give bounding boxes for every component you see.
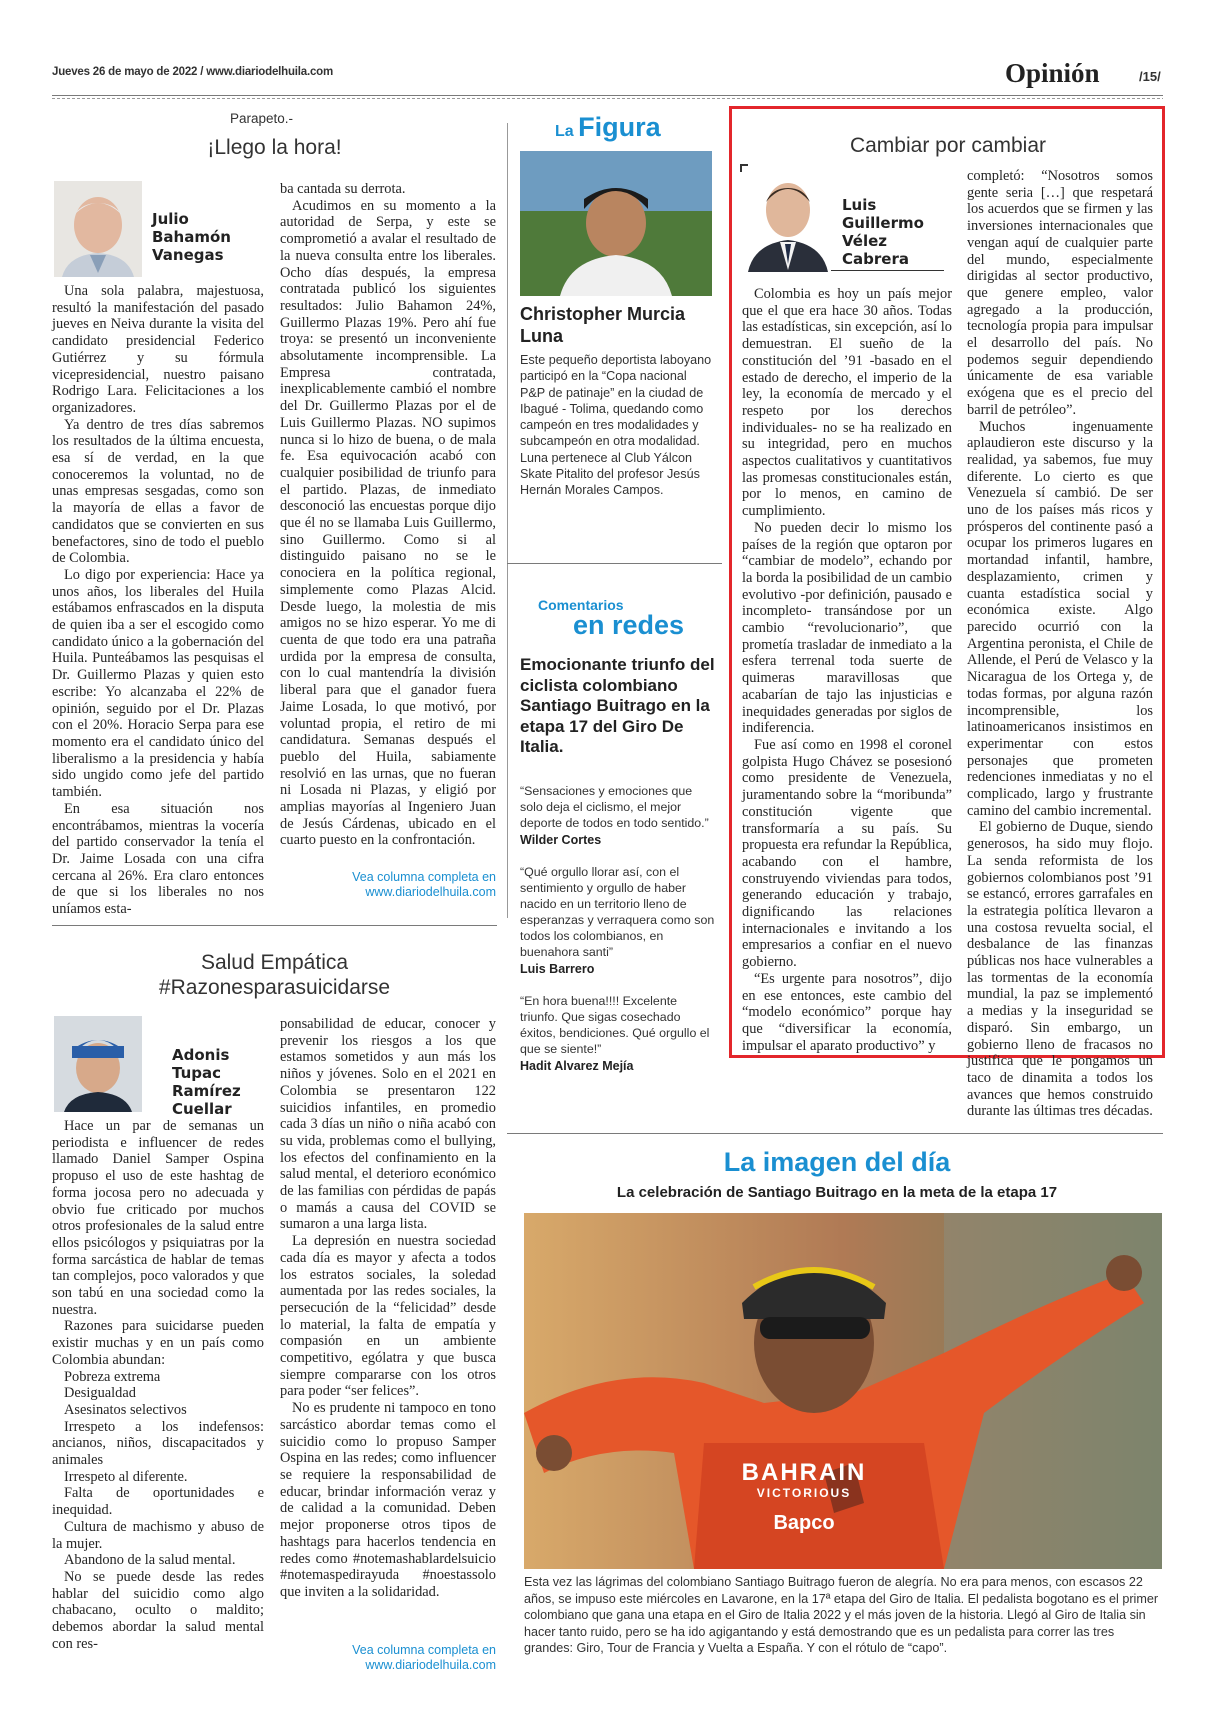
author-photo [54,181,142,277]
page-number: /15/ [1139,69,1161,84]
imagen-photo [524,1213,1162,1569]
author-name: Luis Guillermo Vélez Cabrera [842,196,924,268]
figura-label: La Figura [555,112,661,142]
author-underline [831,270,944,271]
figura-name: Christopher Murcia Luna [520,304,686,346]
column-text-left: Una sola palabra, majestuosa, resultó la manifestación del pasado jueves en Neiva durante la visita del candidato presidencial Federico Gutiérrez y su fórmula vicepresidencial, nuestro paisano Rodrigo Lara. Felicitaciones a los organizadores. Ya dentro de tres días sabremos los resultados de la última encuesta, esa sí de verdad, en la que conoceremos la voluntad, no de unas empresas sesgadas, como son la mayoría de ellas a favor de candidatos que se convierten en sus benefactores, sino de todo el pueblo de Colombia. Lo digo por experiencia: Hace ya unos años, los liberales del Huila estábamos enfrascados en la disputa de quien iba a ser el escogido como candidato único a la gobernación del Huila. Punteábamos las pesquisas el Dr. Guillermo Plazas y quien esto escribe: Yo alcanzaba el 22% de opinión, seguido por el Dr. Plazas con el 20%. Horacio Serpa para ese momento era el candidato único del liberalismo a la presidencia y había sido ungido como jefe del partido también. En esa situación nos encontrábamos, mientras la vocería del partido conservador la tenía el Dr. Jaime Losada con una cifra cercana al 26%. Era claro entonces de que si los liberales no nos uníamos esta- [52,283,264,918]
column-title: ¡Llego la hora! [207,136,342,159]
column-kicker: Parapeto.- [230,111,294,126]
column-title: Cambiar por cambiar [849,134,1047,157]
imagen-subtitle: La celebración de Santiago Buitrago en la meta de la etapa 17 [616,1184,1058,1201]
author-name: Julio Bahamón Vanegas [152,210,231,264]
divider [507,563,722,564]
header-rule-dash [52,98,1163,99]
imagen-caption: Esta vez las lágrimas del colombiano Santiago Buitrago fueron de alegría. No era para menos, con escasos 22 años, se impuso este miércoles en Lavarone, en la 17ª etapa del Giro de Italia. El pedalista bogotano es el primer colombiano que gana una etapa en el Giro de Italia 2022 y el más joven de la historia. Llegó al Giro de Italia sin hacer tanto ruido, pero se ha ido agigantando y está demostrando que es un pedalista para correr las tres grandes: Giro, Tour de Francia y Vuelta a España. Y con el rótulo de “capo”. [524,1575,1159,1655]
figura-text: Este pequeño deportista laboyano participó en la “Copa nacional P&P de patinaje” en la ciudad de Ibagué - Tolima, quedando como campeón en tres modalidades y subcampeón en otra modalidad. Luna pertenece al Club Yálcon Skate Pitalito del profesor Jesús Hernán Morales Campos. [520,353,712,498]
figura-photo [520,151,712,296]
imagen-title: La imagen del día [723,1147,951,1177]
header-date-site: Jueves 26 de mayo de 2022 / www.diariodelhuila.com [52,66,334,78]
jersey-text: BAHRAIN VICTORIOUS Bapco [741,1459,867,1534]
column-text-right: ponsabilidad de educar, conocer y prevenir los riesgos a los que estamos sometidos y aun más los niños y jóvenes. Solo en el 2021 en Colombia se presentaron 122 suicidios infantiles, en promedio cada 3 días un niño o niña acabó con su vida, problemas como el bullying, los efectos del confinamiento en la salud mental, el deterioro económico de las familias con pérdidas de papás o mamás a causa del COVID se sumaron a una larga lista. La depresión en nuestra sociedad cada día es mayor y afecta a todos los estratos sociales, la soledad aumentada por las redes sociales, la persecución de la “felicidad” desde lo material, la falta de empatía y compasión en un ambiente competitivo, ególatra y que busca siempre compararse con los otros para poder “ser felices”. No es prudente ni tampoco en tono sarcástico abordar temas como el suicidio como lo propuso Samper Ospina en las redes; como influencer se requiere la responsabilidad de educar, brindar información veraz y de calidad a la comunidad. Deben mejor proponerse otros tipos de hashtags para hacerlos tendencia en redes como #notemashablardelsuicio #notemaspedirayuda #noestassolo que inviten a la solidaridad. [280,1016,496,1600]
column-text-left: Colombia es hoy un país mejor que el que era hace 30 años. Todas las estadísticas, sin excepción, así lo demuestran. El sueño de la constitución del ’91 -basado en el estado de derecho, el imperio de la ley, la economía de mercado y el respeto por los derechos individuales- no se ha realizado en su integridad, pero en muchos aspectos cualitativos y cuantitativos las promesas constitucionales están, por lo menos, en camino de cumplimiento. No pueden decir lo mismo los países de la región que optaron por “cambiar de modelo”, echando por la borda la posibilidad de un cambio evolutivo -por definición, pausado e incompleto- transándose por un cambio “revolucionario”, que prometía trasladar de inmediato a la esfera terrenal toda suerte de quimeras maravillosas que acabarían de tajo las injusticias e inequidades generadas por siglos de indiferencia. Fue así como en 1998 el coronel golpista Hugo Chávez se posesionó como presidente de Venezuela, juramentando sobre la “moribunda” constitución vigente que transformaría a su país. Su propuesta era refundar la República, acabando con el hambre, construyendo viviendas para todos, generando educación y trabajo, dignificando las relaciones internacionales e invitando a los empresarios a confiar en el nuevo gobierno. “Es urgente para nosotros”, dijo en ese entonces, este cambio del “modelo económico” porque hay que “diversificar la economía, impulsar el aparato productivo” y [742,286,952,1054]
column-text-right: completó: “Nosotros somos gente seria […] que respetará los acuerdos que se firmen y las inversiones internacionales que vengan aquí de cualquier parte del mundo, especialmente dirigidas al sector productivo, que genere empleo, valor agregado a la producción, tecnología propia para impulsar el desarrollo del país. No podemos seguir dependiendo únicamente de esa variable exógena que es el precio del barril de petróleo”. Muchos ingenuamente aplaudieron este discurso y la realidad, ya sabemos, fue muy diferente. Lo cierto es que Venezuela sí cambió. De ser uno de los países más ricos y prósperos del continente pasó a ocupar los primeros lugares en mortandad infantil, hambre, desplazamiento, crimen y cuanta estadística social y económica existe. Algo parecido ocurrió con la Argentina peronista, el Chile de Allende, el Perú de Velasco y la Nicaragua de los Ortega y, de todas formas, por alguna razón incomprensible, los latinoamericanos insistimos en experimentar con estos personajes que prometen redenciones inmediatas y no el complicado, largo y frustrante camino del cambio incremental. El gobierno de Duque, siendo generosos, ha sido muy flojo. La senda reformista de los gobiernos colombianos post ’91 se estancó, errores garrafales en la estrategia política llevaron a una costosa revuelta social, el desbalance de las finanzas públicas nos hace vulnerables a las tormentas de la economía mundial, la paz se implementó a medias y la inseguridad se disparó. Sin embargo, un gobierno lleno de fracasos no justifica que le pongamos un taco de dinamita a todos los avances que hemos construido durante las últimas tres décadas. [967,168,1153,1120]
header-rule [52,95,1163,96]
divider [507,1133,1163,1134]
author-photo [742,170,834,272]
column-divider [507,123,508,918]
column-text-right: ba cantada su derrota. Acudimos en su momento a la autoridad de Serpa, y este se comprometió a avalar el resultado de la nueva consulta entre los liberales. Ocho días después, la empresa contratada publicó los siguientes resultados: Julio Bahamon 24%, Guillermo Plazas 19%. Pero ahí fue troya: se presentó un inconveniente absolutamente incomprensible. La Empresa contratada, inexplicablemente cambió el nombre del Dr. Guillermo Plazas por el de Luis Guillermo Plazas. NO supimos nunca si lo hizo de buena, o de mala fe. Esa equivocación acabó con cualquier posibilidad de triunfo para el partido. Plazas, de inmediato desconoció las encuestas porque dijo que él no se llamaba Luis Guillermo, sino Guillermo. Como si al distinguido paisano no se le conociera en la política regional, simplemente como Plazas Alcid. Desde luego, la molestia de mis amigos no se hizo esperar. Yo me di cuenta de que todo era una patraña urdida por la empresa de consulta, con lo cual mantendría la división liberal para que el ganador fuera Jaime Losada, lo que motivó, por voluntad propia, el retiro de mi candidatura. Semanas después el pueblo del Huila, sabiamente resolvió en las urnas, que no fueran ni Losada ni Plazas, y eligió por amplias mayorías al Ingeniero Juan de Jesús Cárdenas, ubicado en el cuarto puesto en la confrontación. [280,181,496,849]
redes-headline: Emocionante triunfo del ciclista colombiano Santiago Buitrago en la etapa 17 del Giro De Italia. [520,655,715,756]
section-title: Opinión [1005,58,1100,88]
column-title: Salud Empática #Razonesparasuicidarse [158,951,391,999]
author-photo [54,1016,142,1112]
full-column-link[interactable]: Vea columna completa en www.diariodelhuila.com [352,1643,496,1672]
column-text-left: Hace un par de semanas un periodista e influencer de redes llamado Daniel Samper Ospina propuso el uso de este hashtag de forma jocosa pero no adecuada y obvio fue criticado por muchos otros profesionales de la salud entre ellos psicólogos y psiquiatras por la forma sarcástica de hablar de temas tan complejos, poco valorados y que son tabú en una sociedad como la nuestra. Razones para suicidarse pueden existir muchas y en un país como Colombia abundan: Pobreza extrema Desigualdad Asesinatos selectivos Irrespeto a los indefensos: ancianos, niños, discapacitados y animales Irrespeto al diferente. Falta de oportunidades e inequidad. Cultura de machismo y abuso de la mujer. Abandono de la salud mental. No se puede desde las redes hablar del suicidio como algo chabacano, oculto o maldito; debemos abordar la salud mental con res- [52,1118,264,1652]
comment: “Sensaciones y emociones que solo deja el ciclismo, el mejor deporte de todos en todo sentido.” Wilder Cortes “Qué orgullo llorar así, con el sentimiento y orgullo de haber nacido en un territorio lleno de esperanzas y verraquera como son todos los colombianos, en buenahora santi” Luis Barrero “En hora buena!!!! Excelente triunfo. Que sigas cosechado éxitos, bendiciones. Qué orgullo el que se siente!” Hadit Alvarez Mejía [520,784,715,1073]
full-column-link[interactable]: Vea columna completa en www.diariodelhuila.com [352,870,496,899]
redes-label: Comentarios en redes [538,597,685,640]
divider [52,925,497,926]
author-name: Adonis Tupac Ramírez Cuellar [172,1046,241,1118]
